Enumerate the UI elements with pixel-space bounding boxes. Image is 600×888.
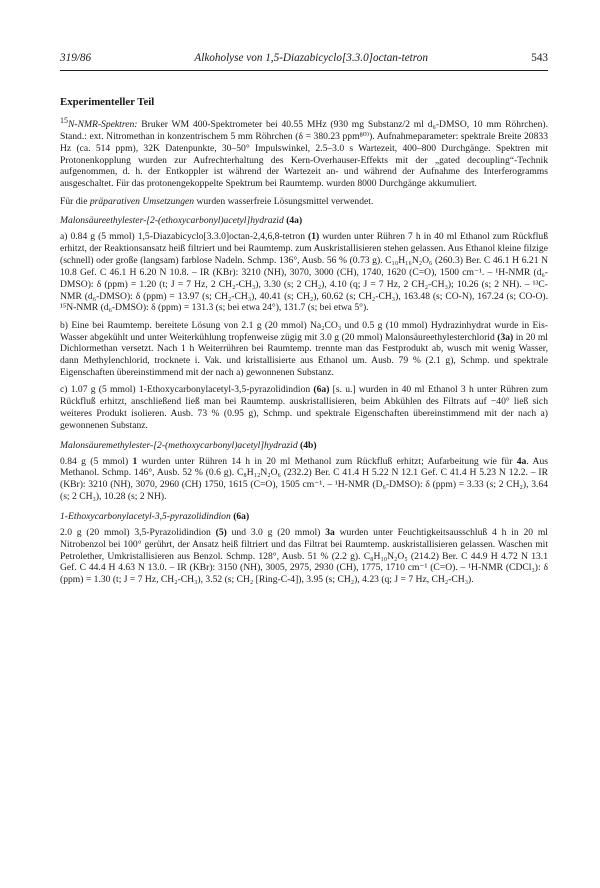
- ref-1: (1): [308, 231, 320, 243]
- paragraph-4a-c: c) 1.07 g (5 mmol) 1-Ethoxycarbonylacetyl-3,5-pyrazolidindion (6a) [s. u.] wurden in 40 ml Ethanol 3 h unter Rühren zum Rückfluß erhitzt, anschließend ließ man bei Raumtemp. auskristallisieren, beim Abkühlen des Filtrats auf −40° ließ sich weiteres Produkt isolieren. Ausb. 73 % (0.95 g), Schmp. und spektrale Eigenschaften übereinstimmend mit der nach a) gewonnenen Substanz.: [60, 384, 548, 431]
- section-title: Experimenteller Teil: [60, 96, 155, 108]
- ref-6a: (6a): [313, 384, 330, 396]
- running-title: Alkoholyse von 1,5-Diazabicyclo[3.3.0]octan-tetron: [194, 52, 428, 64]
- nmr-paragraph: $^{15}$N-NMR-Spektren: Bruker WM 400-Spektrometer bei 40.55 MHz (930 mg Substanz/2 ml d₆-DMSO, 10 mm Röhrchen). Stand.: ext. Nitromethan in konzentrischem 5 mm Röhrchen (δ = 380.23 ppm⁸⁰⁾). Aufnahmeparameter: spektrale Breite 20833 Hz (ca. 514 ppm), 32K Datenpunkte, 30–50° Impulswinkel, 2.5–3.0 s Wartezeit, 400–800 Durchgänge. Spektren mit Protonenkopplung wurden zur Aufrechterhaltung des Kern-Overhauser-Effekts mit der „gated decoupling“-Technik aufgenommen, d. h. der Entkoppler ist während der Wartezeit an- und während der Aufnahme des Interferogramms ausgeschaltet. Für das protonengekoppelte Spektrum bei Raumtemp. wurden 8000 Durchgänge akkumuliert.: [60, 115, 548, 190]
- header-rule: [60, 70, 548, 71]
- solvent-emphasis: präparativen Umsetzungen: [89, 195, 195, 207]
- nmr-text: Bruker WM 400-Spektrometer bei 40.55 MHz (930 mg Substanz/2 ml d₆-DMSO, 10 mm Röhrchen). Stand.: ext. Nitromethan in konzentrischem 5 mm Röhrchen (δ = 380.23 ppm⁸⁰⁾). Aufnahmeparameter: spektrale Breite 20833 Hz (ca. 514 ppm), 32K Datenpunkte, 30–50° Impulswinkel, 2.5–3.0 s Wartezeit, 400–800 Durchgänge. Spektren mit Protonenkopplung wurden zur Aufrechterhaltung des Kern-Overhauser-Effekts mit der „gated decoupling“-Technik aufgenommen, d. h. der Entkoppler ist während der Wartezeit an- und während der Aufnahme des Interferogramms ausgeschaltet. Für das protonengekoppelte Spektrum bei Raumtemp. wurden 8000 Durchgänge akkumuliert.: [60, 119, 548, 190]
- article-body: [60, 97, 548, 592]
- page-number: 543: [531, 52, 548, 64]
- heading-4b: Malonsäuremethylester-[2-(methoxycarbonyl)acetyl]hydrazid (4b): [60, 439, 317, 451]
- label-4b: (4b): [300, 439, 317, 451]
- paragraph-4a-b: b) Eine bei Raumtemp. bereitete Lösung von 2.1 g (20 mmol) Na₂CO₃ und 0.5 g (10 mmol) Hydrazinhydrat wurde in Eis-Wasser abgekühlt und unter Weiterkühlung tropfenweise zügig mit 3.0 g (20 mmol) Malonsäureethylesterchlorid (3a) in 20 ml Dichlormethan versetzt. Nach 1 h Weiterrühren bei Raumtemp. trennte man das Festprodukt ab, wusch mit wenig Wasser, dann Methylenchlorid, trocknete i. Vak. und kristallisierte aus Ethanol um. Ausb. 79 % (2.1 g), Schmp. und spektrale Eigenschaften übereinstimmend mit der nach a) gewonnenen Substanz.: [60, 319, 548, 379]
- journal-issue: 319/86: [60, 52, 92, 64]
- running-head: [60, 52, 548, 64]
- heading-4a: Malonsäureethylester-[2-(ethoxycarbonyl)acetyl]hydrazid (4a): [60, 215, 303, 227]
- solvent-paragraph: Für die präparativen Umsetzungen wurden wasserfreie Lösungsmittel verwendet.: [60, 195, 374, 207]
- nmr-label: N-NMR-Spektren:: [68, 119, 138, 131]
- paragraph-4a-a: a) 0.84 g (5 mmol) 1,5-Diazabicyclo[3.3.0]octan-2,4,6,8-tetron (1) wurden unter Rühren 7 h in 40 ml Ethanol zum Rückfluß erhitzt, der Reaktionsansatz heiß filtriert und bei Raumtemp. zum Auskristallisieren stehen gelassen. Aus Ethanol kleine filzige (schnell) oder große (langsam) farblose Nadeln. Schmp. 136°, Ausb. 56 % (0.73 g). C₁₀H₁₆N₂O₆ (260.3) Ber. C 46.1 H 6.21 N 10.8 Gef. C 46.1 H 6.20 N 10.8. – IR (KBr): 3210 (NH), 3070, 3000 (CH), 1740, 1620 (C=O), 1500 cm⁻¹. – ¹H-NMR (d₆-DMSO): δ (ppm) = 1.20 (t; J = 7 Hz, 2 CH₂-CH₃), 3.30 (s; 2 CH₂), 4.10 (q; J = 7 Hz, 2 CH₂-CH₃); 10.26 (s; 2 NH). – ¹³C-NMR (d₆-DMSO): δ (ppm) = 13.97 (s; CH₂-CH₃), 40.41 (s; CH₂), 60.62 (s; CH₂-CH₃), 163.48 (s; CO-N), 167.24 (s; CO-O). ¹⁵N-NMR (d₆-DMSO): δ (ppm) = 131.3 (s; bei etwa 24°), 131.7 (s; bei etwa 5°).: [60, 231, 548, 314]
- label-4a: (4a): [286, 215, 303, 227]
- paragraph-4b: 0.84 g (5 mmol) 1 wurden unter Rühren 14 h in 20 ml Methanol zum Rückfluß erhitzt; Aufarbeitung wie für 4a. Aus Methanol. Schmp. 146°, Ausb. 52 % (0.6 g). C₈H₁₂N₂O₆ (232.2) Ber. C 41.4 H 5.22 N 12.1 Gef. C 41.4 H 5.23 N 12.2. – IR (KBr): 3210 (NH), 3070, 2960 (CH) 1750, 1615 (C=O), 1505 cm⁻¹. – ¹H-NMR (D₆-DMSO): δ (ppm) = 3.33 (s; 2 CH₂), 3.64 (s; 2 CH₃), 10.28 (s; 2 NH).: [60, 455, 548, 503]
- ref-3a: (3a): [497, 331, 514, 343]
- paragraph-6a: 2.0 g (20 mmol) 3,5-Pyrazolidindion (5) und 3.0 g (20 mmol) 3a wurden unter Feuchtigkeitsausschluß 4 h in 20 ml Nitrobenzol bei 100° gerührt, der Ansatz heiß filtriert und das Filtrat bei Raumtemp. auskristallisieren gelassen. Waschen mit Petrolether, Umkristallisieren aus Benzol. Schmp. 128°, Ausb. 51 % (2.2 g). C₈H₁₀N₂O₅ (214.2) Ber. C 44.9 H 4.72 N 13.1 Gef. C 44.4 H 4.63 N 13.0. – IR (KBr): 3150 (NH), 3005, 2975, 2930 (CH), 1775, 1710 cm⁻¹ (C=O). – ¹H-NMR (CDCl₃): δ (ppm) = 1.30 (t; J = 7 Hz, CH₂-CH₃), 3.52 (s; CH₂ [Ring-C-4]), 3.95 (s; CH₂), 4.23 (q; J = 7 Hz, CH₂-CH₃).: [60, 526, 548, 586]
- label-6a: (6a): [233, 511, 250, 522]
- heading-6a: 1-Ethoxycarbonylacetyl-3,5-pyrazolidindion (6a): [60, 511, 250, 522]
